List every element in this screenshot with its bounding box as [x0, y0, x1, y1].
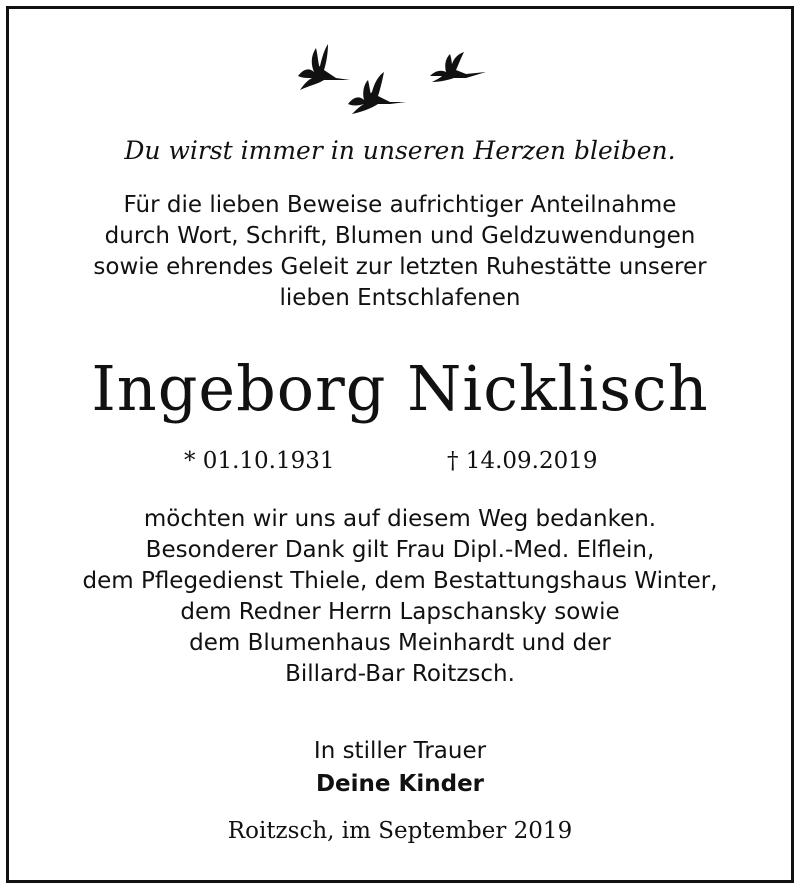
bird-icon: [298, 44, 350, 90]
death-date: † 14.09.2019: [447, 448, 598, 474]
intro-line: durch Wort, Schrift, Blumen und Geldzuwendungen: [104, 223, 696, 249]
intro-line: sowie ehrendes Geleit zur letzten Ruhestätte unserer: [93, 254, 707, 280]
thanks-line: dem Pflegedienst Thiele, dem Bestattungshaus Winter,: [82, 568, 718, 594]
signature-line: Deine Kinder: [315, 771, 485, 797]
intro-line: Für die lieben Beweise aufrichtiger Anteilnahme: [123, 192, 677, 218]
bird-icon: [430, 52, 486, 82]
mourning-line: In stiller Trauer: [313, 738, 487, 764]
deceased-name: Ingeborg Nicklisch: [91, 352, 709, 425]
flying-birds-icon: [290, 40, 490, 120]
intro-paragraph: [0, 190, 800, 314]
thanks-line: dem Redner Herrn Lapschansky sowie: [180, 599, 620, 625]
birth-date: * 01.10.1931: [184, 448, 335, 474]
thanks-line: möchten wir uns auf diesem Weg bedanken.: [143, 506, 657, 532]
intro-line: lieben Entschlafenen: [279, 285, 521, 311]
place-date-line: Roitzsch, im September 2019: [227, 818, 573, 844]
thanks-line: Besonderer Dank gilt Frau Dipl.-Med. Elflein,: [145, 537, 655, 563]
thanks-paragraph: [0, 504, 800, 690]
thanks-line: Billard-Bar Roitzsch.: [285, 661, 515, 687]
thanks-line: dem Blumenhaus Meinhardt und der: [189, 630, 611, 656]
motto-line: Du wirst immer in unseren Herzen bleiben.: [124, 136, 676, 165]
bird-icon: [348, 72, 406, 114]
